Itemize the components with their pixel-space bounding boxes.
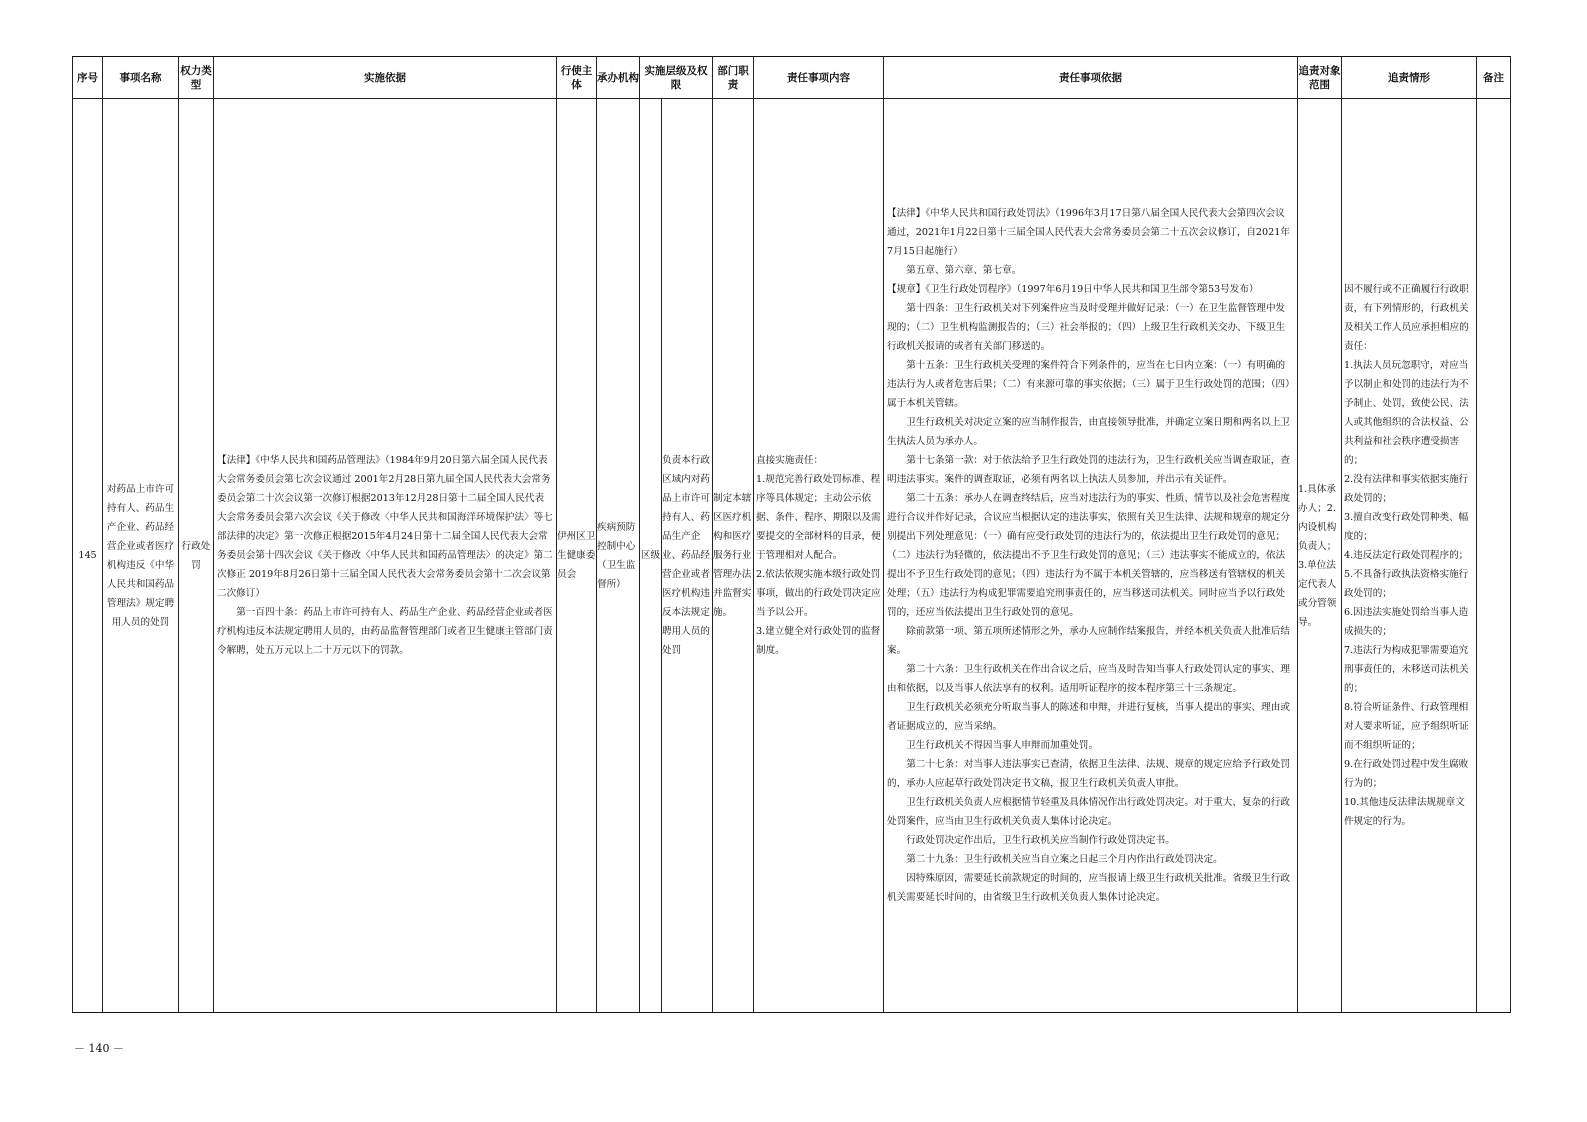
resp-basis-paragraph: 【法律】《中华人民共和国行政处罚法》（1996年3月17日第八届全国人民代表大会第四次会议通过，2021年1月22日第十三届全国人民代表大会常务委员会第二十五次会议修订，自2021年7月15日起施行） <box>887 208 1290 257</box>
resp-basis-paragraph: 第五章、第六章、第七章。 <box>906 265 1022 276</box>
row-dept-duty: 制定本辖区医疗机构和医疗服务行业管理办法并监督实施。 <box>713 99 754 1013</box>
row-resp-basis <box>884 99 1298 1013</box>
resp-basis-paragraph: 第二十七条：对当事人违法事实已查清，依据卫生法律、法规、规章的规定应给予行政处罚的，承办人应起草行政处罚决定书文稿，报卫生行政机关负责人审批。 <box>887 759 1290 789</box>
row-level: 区级 <box>640 99 662 1013</box>
header-row <box>73 57 1511 99</box>
header-name: 事项名称 <box>103 57 179 99</box>
pursue-cases-list <box>1342 280 1476 831</box>
resp-content-line: 3.建立健全对行政处罚的监督制度。 <box>756 626 881 656</box>
responsibility-table <box>72 56 1511 1013</box>
header-resp-content: 责任事项内容 <box>754 57 884 99</box>
resp-basis-paragraph: 卫生行政机关负责人应根据情节轻重及具体情况作出行政处罚决定。对于重大、复杂的行政处罚案件，应当由卫生行政机关负责人集体讨论决定。 <box>887 797 1290 827</box>
header-basis: 实施依据 <box>214 57 557 99</box>
header-level: 实施层级及权限 <box>640 57 713 99</box>
row-authority: 负责本行政区域内对药品上市许可持有人、药品生产企业、药品经营企业或者医疗机构违反本法规定聘用人员的处罚 <box>662 99 713 1013</box>
row-seq: 145 <box>73 99 103 1013</box>
pursue-case-line: 8.符合听证条件、行政管理相对人要求听证，应予组织听证而不组织听证的； <box>1344 702 1469 751</box>
header-pursue-scope: 追责对象范围 <box>1298 57 1342 99</box>
header-seq: 序号 <box>73 57 103 99</box>
row-agency: 疾病预防控制中心（卫生监督所） <box>597 99 640 1013</box>
page-number: － 140 － <box>74 1042 124 1055</box>
header-power-type: 权力类型 <box>179 57 214 99</box>
row-basis <box>214 99 557 1013</box>
resp-basis-paragraph: 卫生行政机关对决定立案的应当制作报告，由直接领导批准，并确定立案日期和两名以上卫生执法人员为承办人。 <box>887 417 1290 447</box>
basis-article: 第一百四十条：药品上市许可持有人、药品生产企业、药品经营企业或者医疗机构违反本法规定聘用人员的，由药品监督管理部门或者卫生健康主管部门责令解聘，处五万元以上二十万元以下的罚款。 <box>217 607 553 656</box>
row-resp-content <box>754 99 884 1013</box>
header-subject: 行使主体 <box>557 57 597 99</box>
row-remark <box>1477 99 1511 1013</box>
pursue-case-line: 3.擅自改变行政处罚种类、幅度的； <box>1344 512 1469 542</box>
resp-basis-list <box>884 204 1297 907</box>
pursue-case-line: 2.没有法律和事实依据实施行政处罚的； <box>1344 474 1469 504</box>
resp-basis-paragraph: 第二十九条：卫生行政机关应当自立案之日起三个月内作出行政处罚决定。 <box>906 854 1223 865</box>
resp-content-line: 1.规范完善行政处罚标准、程序等具体规定；主动公示依据、条件、程序、期限以及需要提交的全部材料的目录，便于管理相对人配合。 <box>756 474 881 561</box>
row-pursue-scope: 1.具体承办人；2.内设机构负责人；3.单位法定代表人或分管领导。 <box>1298 99 1342 1013</box>
resp-basis-paragraph: 第二十五条：承办人在调查终结后，应当对违法行为的事实、性质、情节以及社会危害程度进行合议并作好记录，合议应当根据认定的违法事实，依照有关卫生法律、法规和规章的规定分别提出下列处理意见：（一）确有应受行政处罚的违法行为的，依法提出卫生行政处罚的意见；（二）违法行为轻微的，依法提出不予卫生行政处罚的意见；（三）违法事实不能成立的，依法提出不予卫生行政处罚的意见；（四）违法行为不属于本机关管辖的，应当移送有管辖权的机关处理；（五）违法行为构成犯罪需要追究刑事责任的，应当移送司法机关。同时应当予以行政处罚的，还应当依法提出卫生行政处罚的意见。 <box>887 493 1290 618</box>
header-resp-basis: 责任事项依据 <box>884 57 1298 99</box>
pursue-case-line: 4.违反法定行政处罚程序的； <box>1344 550 1469 561</box>
pursue-case-line: 1.执法人员玩忽职守，对应当予以制止和处罚的违法行为不予制止、处罚，致使公民、法人或其他组织的合法权益、公共利益和社会秩序遭受损害的； <box>1344 360 1469 466</box>
pursue-case-line: 7.违法行为构成犯罪需要追究刑事责任的，未移送司法机关的； <box>1344 645 1469 694</box>
row-subject: 伊州区卫生健康委员会 <box>557 99 597 1013</box>
header-dept-duty: 部门职责 <box>713 57 754 99</box>
header-remark: 备注 <box>1477 57 1511 99</box>
pursue-case-line: 9.在行政处罚过程中发生腐败行为的； <box>1344 759 1469 789</box>
resp-basis-paragraph: 【规章】《卫生行政处罚程序》（1997年6月19日中华人民共和国卫生部令第53号发布） <box>887 284 1259 295</box>
header-agency: 承办机构 <box>597 57 640 99</box>
resp-content-line: 直接实施责任： <box>756 455 824 466</box>
resp-basis-paragraph: 第十七条第一款：对于依法给予卫生行政处罚的违法行为，卫生行政机关应当调查取证，查明违法事实。案件的调查取证，必须有两名以上执法人员参加，并出示有关证件。 <box>887 455 1290 485</box>
resp-basis-paragraph: 卫生行政机关必须充分听取当事人的陈述和申辩，并进行复核，当事人提出的事实、理由或者证据成立的，应当采纳。 <box>887 702 1290 732</box>
pursue-case-line: 因不履行或不正确履行行政职责，有下列情形的，行政机关及相关工作人员应承担相应的责任： <box>1344 284 1469 352</box>
resp-basis-paragraph: 第十五条：卫生行政机关受理的案件符合下列条件的，应当在七日内立案：（一）有明确的违法行为人或者危害后果；（二）有来源可靠的事实依据；（三）属于卫生行政处罚的范围；（四）属于本机关管辖。 <box>887 360 1290 409</box>
resp-basis-paragraph: 卫生行政机关不得因当事人申辩而加重处罚。 <box>906 740 1099 751</box>
resp-basis-paragraph: 第二十六条：卫生行政机关在作出合议之后，应当及时告知当事人行政处罚认定的事实、理由和依据，以及当事人依法享有的权利。适用听证程序的按本程序第三十三条规定。 <box>887 664 1290 694</box>
pursue-case-line: 6.因违法实施处罚给当事人造成损失的； <box>1344 607 1469 637</box>
resp-basis-paragraph: 第十四条：卫生行政机关对下列案件应当及时受理并做好记录：（一）在卫生监督管理中发现的；（二）卫生机构监测报告的；（三）社会举报的；（四）上级卫生行政机关交办、下级卫生行政机关报请的或者有关部门移送的。 <box>887 303 1286 352</box>
row-pursue-cases <box>1342 99 1477 1013</box>
resp-basis-paragraph: 行政处罚决定作出后，卫生行政机关应当制作行政处罚决定书。 <box>906 835 1175 846</box>
basis-law: 【法律】《中华人民共和国药品管理法》（1984年9月20日第六届全国人民代表大会常务委员会第七次会议通过 2001年2月28日第九届全国人民代表大会常务委员会第二十次会议第一次修订根据2013年12月28日第十二届全国人民代表大会常务委员会第六次会议《关于修改〈中华人民共和国海洋环境保护法〉等七部法律的决定》第一次修正根据2015年4月24日第十二届全国人民代表大会常务委员会第十四次会议《关于修改〈中华人民共和国药品管理法〉的决定》第二次修正 2019年8月26日第十三届全国人民代表大会常务委员会第十二次会议第二次修订） <box>217 455 553 599</box>
row-power-type: 行政处罚 <box>179 99 214 1013</box>
pursue-case-line: 10.其他违反法律法规规章文件规定的行为。 <box>1344 797 1465 827</box>
resp-content-line: 2.依法依规实施本级行政处罚事项，做出的行政处罚决定应当予以公开。 <box>756 569 881 618</box>
resp-basis-paragraph: 除前款第一项、第五项所述情形之外，承办人应制作结案报告，并经本机关负责人批准后结案。 <box>887 626 1290 656</box>
resp-basis-paragraph: 因特殊原因，需要延长前款规定的时间的，应当报请上级卫生行政机关批准。省级卫生行政机关需要延长时间的，由省级卫生行政机关负责人集体讨论决定。 <box>887 873 1290 903</box>
table-row <box>73 99 1511 1013</box>
pursue-case-line: 5.不具备行政执法资格实施行政处罚的； <box>1344 569 1469 599</box>
header-pursue-cases: 追责情形 <box>1342 57 1477 99</box>
row-name: 对药品上市许可持有人、药品生产企业、药品经营企业或者医疗机构违反《中华人民共和国药品管理法》规定聘用人员的处罚 <box>103 99 179 1013</box>
